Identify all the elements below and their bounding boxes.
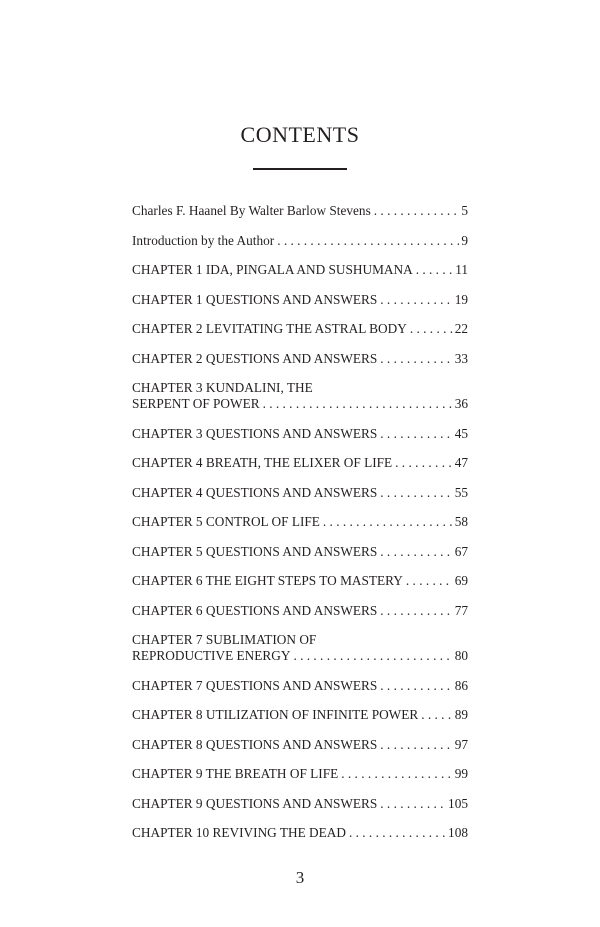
toc-entry-page-number: 33: [454, 350, 468, 366]
toc-entry-page-number: 22: [454, 321, 468, 336]
page-title: CONTENTS: [240, 122, 360, 147]
toc-entry-page-number: 19: [454, 291, 468, 307]
toc-entry[interactable]: [132, 514, 468, 530]
toc-entry-page-number: 47: [454, 455, 468, 470]
toc-entry-title-line: CHAPTER 3 KUNDALINI, THE: [132, 380, 313, 395]
toc-entry-line: [132, 455, 468, 471]
toc-entry-title: CHAPTER 5 CONTROL OF LIFE: [132, 514, 320, 529]
toc-entry-title: CHAPTER 7 QUESTIONS AND ANSWERS: [132, 677, 378, 693]
toc-entry-line: [132, 426, 468, 442]
dot-leader: [380, 796, 446, 812]
dot-leader: [380, 485, 452, 501]
toc-entry[interactable]: [132, 262, 468, 278]
toc-entry[interactable]: [132, 737, 468, 753]
toc-entry-line: [132, 233, 468, 249]
dot-leader: [395, 455, 453, 471]
toc-entry-title: CHAPTER 4 QUESTIONS AND ANSWERS: [132, 484, 378, 500]
toc-entry-line: [132, 707, 468, 723]
toc-entry[interactable]: [132, 544, 468, 560]
dot-leader: [380, 544, 452, 560]
dot-leader: [380, 603, 452, 619]
toc-entry-page-number: 89: [454, 707, 468, 722]
toc-entry-line: [132, 514, 468, 530]
toc-entry-line: [132, 825, 468, 841]
toc-entry-page-number: 80: [454, 648, 468, 663]
toc-entry-page-number: 58: [454, 514, 468, 529]
toc-entry-title: CHAPTER 2 LEVITATING THE ASTRAL BODY: [132, 321, 407, 336]
toc-entry[interactable]: [132, 292, 468, 308]
toc-entry-title: Charles F. Haanel By Walter Barlow Stevens: [132, 203, 371, 218]
toc-entry-page-number: 105: [448, 795, 468, 811]
toc-entry-title: CHAPTER 9 QUESTIONS AND ANSWERS: [132, 795, 378, 811]
toc-entry-title: CHAPTER 3 QUESTIONS AND ANSWERS: [132, 425, 378, 441]
toc-entry[interactable]: [132, 678, 468, 694]
table-of-contents: [132, 203, 468, 855]
toc-entry-page-number: 86: [454, 677, 468, 693]
toc-entry[interactable]: [132, 380, 468, 412]
toc-entry-title: SERPENT OF POWER: [132, 396, 260, 411]
toc-entry-line: [132, 396, 468, 412]
toc-entry-page-number: 97: [454, 736, 468, 752]
toc-entry[interactable]: [132, 825, 468, 841]
toc-entry[interactable]: [132, 632, 468, 664]
toc-entry[interactable]: [132, 203, 468, 219]
toc-entry-title: CHAPTER 10 REVIVING THE DEAD: [132, 825, 346, 840]
dot-leader: [380, 351, 452, 367]
toc-entry-line: [132, 544, 468, 560]
toc-entry-page-number: 67: [454, 543, 468, 559]
dot-leader: [263, 396, 453, 412]
toc-entry-title: CHAPTER 6 QUESTIONS AND ANSWERS: [132, 602, 378, 618]
toc-entry-page-number: 69: [454, 573, 468, 588]
toc-entry-line: [132, 203, 468, 219]
toc-entry-line: [132, 796, 468, 812]
dot-leader: [380, 426, 452, 442]
toc-entry-line: [132, 262, 468, 278]
page-number: 3: [295, 868, 305, 887]
toc-entry-page-number: 11: [455, 262, 468, 277]
toc-entry-title: CHAPTER 8 UTILIZATION OF INFINITE POWER: [132, 707, 419, 722]
toc-entry-title: CHAPTER 2 QUESTIONS AND ANSWERS: [132, 350, 378, 366]
toc-entry-page-number: 99: [454, 766, 468, 781]
toc-entry[interactable]: [132, 707, 468, 723]
toc-entry-page-number: 5: [461, 203, 468, 218]
toc-entry-title: CHAPTER 1 IDA, PINGALA AND SUSHUMANA: [132, 262, 413, 277]
title-rule: [253, 168, 347, 170]
toc-entry-line: [132, 678, 468, 694]
toc-entry-title: CHAPTER 4 BREATH, THE ELIXER OF LIFE: [132, 455, 393, 470]
dot-leader: [410, 321, 453, 337]
dot-leader: [380, 292, 452, 308]
dot-leader: [349, 825, 446, 841]
toc-entry[interactable]: [132, 426, 468, 442]
toc-entry[interactable]: [132, 573, 468, 589]
toc-entry-line: [132, 485, 468, 501]
toc-entry-page-number: 9: [461, 232, 468, 248]
dot-leader: [416, 262, 453, 278]
toc-entry[interactable]: [132, 766, 468, 782]
toc-entry-title: CHAPTER 1 QUESTIONS AND ANSWERS: [132, 291, 378, 307]
toc-entry-title: REPRODUCTIVE ENERGY: [132, 648, 291, 663]
dot-leader: [406, 573, 453, 589]
dot-leader: [374, 203, 460, 219]
toc-entry-line: [132, 766, 468, 782]
toc-entry-title: Introduction by the Author: [132, 232, 275, 248]
dot-leader: [380, 737, 452, 753]
toc-entry-line: [132, 603, 468, 619]
toc-entry-page-number: 108: [448, 825, 468, 840]
toc-entry-line: [132, 573, 468, 589]
toc-entry-line: [132, 292, 468, 308]
toc-entry-page-number: 55: [454, 484, 468, 500]
dot-leader: [277, 233, 459, 249]
toc-entry[interactable]: [132, 321, 468, 337]
dot-leader: [341, 766, 452, 782]
toc-entry[interactable]: [132, 455, 468, 471]
toc-entry[interactable]: [132, 796, 468, 812]
toc-entry-line: [132, 737, 468, 753]
toc-entry[interactable]: [132, 351, 468, 367]
dot-leader: [421, 707, 452, 723]
toc-entry-page-number: 77: [454, 602, 468, 618]
toc-entry-title: CHAPTER 5 QUESTIONS AND ANSWERS: [132, 543, 378, 559]
toc-entry-line: [132, 648, 468, 664]
toc-entry[interactable]: [132, 233, 468, 249]
toc-entry-line: [132, 351, 468, 367]
toc-entry-title-line: CHAPTER 7 SUBLIMATION OF: [132, 632, 317, 647]
toc-entry-line: [132, 321, 468, 337]
toc-entry-page-number: 45: [454, 425, 468, 441]
dot-leader: [323, 514, 453, 530]
dot-leader: [380, 678, 452, 694]
toc-entry[interactable]: [132, 485, 468, 501]
toc-entry[interactable]: [132, 603, 468, 619]
toc-entry-title: CHAPTER 6 THE EIGHT STEPS TO MASTERY: [132, 573, 403, 588]
toc-entry-title: CHAPTER 8 QUESTIONS AND ANSWERS: [132, 736, 378, 752]
toc-entry-title: CHAPTER 9 THE BREATH OF LIFE: [132, 766, 339, 781]
toc-entry-page-number: 36: [454, 396, 468, 411]
dot-leader: [293, 648, 452, 664]
